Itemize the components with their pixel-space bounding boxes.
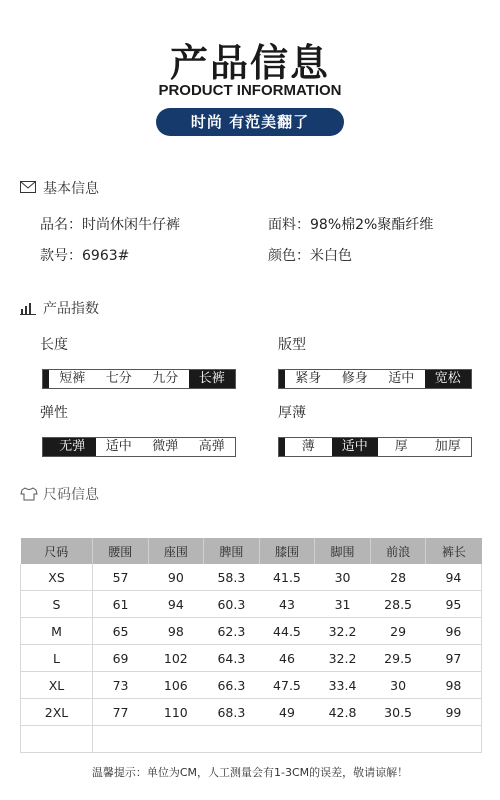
table-cell: 69 — [93, 645, 149, 672]
table-cell: 77 — [93, 699, 149, 726]
elasticity-option: 适中 — [105, 439, 132, 454]
page-subtitle: PRODUCT INFORMATION — [158, 82, 342, 99]
column-header: 脾围 — [204, 538, 260, 564]
table-cell: 90 — [148, 564, 204, 591]
elasticity-option: 高弹 — [198, 439, 225, 454]
garment-icon — [20, 487, 38, 501]
table-cell: 29 — [370, 618, 426, 645]
table-row — [21, 564, 482, 591]
table-cell: 102 — [148, 645, 204, 672]
table-cell: 97 — [426, 645, 482, 672]
table-cell — [148, 726, 204, 753]
thickness-option: 适中 — [332, 438, 379, 456]
table-cell: 98 — [148, 618, 204, 645]
table-cell: 66.3 — [204, 672, 260, 699]
envelope-icon — [20, 181, 38, 195]
fit-option: 适中 — [388, 371, 415, 386]
table-cell: S — [21, 591, 93, 618]
table-cell: 65 — [93, 618, 149, 645]
column-header: 膝围 — [259, 538, 315, 564]
table-cell: 32.2 — [315, 645, 371, 672]
table-cell: 28 — [370, 564, 426, 591]
fit-label: 版型 — [278, 337, 306, 353]
table-cell: 58.3 — [204, 564, 260, 591]
elasticity-option: 微弹 — [152, 439, 179, 454]
table-row — [21, 645, 482, 672]
table-cell: 43 — [259, 591, 315, 618]
table-cell: 94 — [426, 564, 482, 591]
column-header: 腰围 — [93, 538, 149, 564]
size-table — [20, 538, 482, 753]
table-cell — [204, 726, 260, 753]
column-header: 裤长 — [426, 538, 482, 564]
indices-header — [20, 298, 99, 318]
bar-chart-icon — [20, 301, 38, 315]
column-header: 前浪 — [370, 538, 426, 564]
basic-info-header — [20, 178, 99, 198]
table-row-empty — [21, 726, 482, 753]
table-cell: 47.5 — [259, 672, 315, 699]
table-cell: 30 — [370, 672, 426, 699]
size-info-title: 尺码信息 — [43, 487, 99, 503]
table-cell: 99 — [426, 699, 482, 726]
column-header: 座围 — [148, 538, 204, 564]
length-label: 长度 — [40, 337, 68, 353]
table-cell — [259, 726, 315, 753]
fit-option: 紧身 — [295, 371, 322, 386]
elasticity-option: 无弹 — [49, 438, 96, 456]
table-cell: 46 — [259, 645, 315, 672]
table-cell: 42.8 — [315, 699, 371, 726]
size-table-header — [21, 538, 482, 564]
table-cell: L — [21, 645, 93, 672]
table-cell: 2XL — [21, 699, 93, 726]
fit-scale — [278, 369, 472, 389]
elasticity-scale — [42, 437, 236, 457]
table-cell — [370, 726, 426, 753]
table-cell: 64.3 — [204, 645, 260, 672]
product-fabric: 面料：98%棉2%聚酯纤维 — [268, 217, 434, 233]
table-cell: 106 — [148, 672, 204, 699]
column-header: 尺码 — [21, 538, 93, 564]
length-option: 短裤 — [59, 371, 86, 386]
page-title: 产品信息 — [169, 41, 330, 85]
column-header: 脚围 — [315, 538, 371, 564]
length-scale — [42, 369, 236, 389]
fit-option: 修身 — [341, 371, 368, 386]
table-cell: 31 — [315, 591, 371, 618]
table-cell — [315, 726, 371, 753]
table-cell: 95 — [426, 591, 482, 618]
table-cell: 29.5 — [370, 645, 426, 672]
table-cell: 44.5 — [259, 618, 315, 645]
product-name: 品名：时尚休闲牛仔裤 — [40, 217, 180, 233]
product-color: 颜色：米白色 — [268, 248, 352, 264]
table-cell: 57 — [93, 564, 149, 591]
table-cell: 96 — [426, 618, 482, 645]
table-cell: XS — [21, 564, 93, 591]
table-cell: XL — [21, 672, 93, 699]
table-cell: M — [21, 618, 93, 645]
table-row — [21, 618, 482, 645]
table-cell: 33.4 — [315, 672, 371, 699]
length-option: 长裤 — [189, 370, 236, 388]
table-cell: 73 — [93, 672, 149, 699]
slogan-badge: 时尚 有范美翻了 — [156, 108, 344, 136]
table-cell: 110 — [148, 699, 204, 726]
table-cell: 68.3 — [204, 699, 260, 726]
table-cell: 94 — [148, 591, 204, 618]
table-row — [21, 591, 482, 618]
thickness-option: 厚 — [394, 439, 408, 454]
thickness-option: 加厚 — [434, 439, 461, 454]
table-cell — [426, 726, 482, 753]
table-cell — [21, 726, 93, 753]
fit-option: 宽松 — [425, 370, 472, 388]
product-model: 款号：6963# — [40, 248, 130, 264]
table-row — [21, 699, 482, 726]
table-cell: 62.3 — [204, 618, 260, 645]
table-cell — [93, 726, 149, 753]
thickness-scale — [278, 437, 472, 457]
thickness-option: 薄 — [301, 439, 315, 454]
elasticity-label: 弹性 — [40, 405, 68, 421]
thickness-label: 厚薄 — [278, 405, 306, 421]
table-cell: 60.3 — [204, 591, 260, 618]
measurement-note: 温馨提示：单位为CM，人工测量会有1-3CM的误差，敬请谅解！ — [91, 766, 409, 779]
basic-info-title: 基本信息 — [43, 181, 99, 197]
table-row — [21, 672, 482, 699]
table-cell: 30 — [315, 564, 371, 591]
table-cell: 32.2 — [315, 618, 371, 645]
table-cell: 98 — [426, 672, 482, 699]
table-cell: 61 — [93, 591, 149, 618]
table-cell: 41.5 — [259, 564, 315, 591]
size-info-header — [20, 484, 99, 504]
indices-title: 产品指数 — [43, 301, 99, 317]
table-cell: 30.5 — [370, 699, 426, 726]
length-option: 七分 — [105, 371, 132, 386]
table-cell: 28.5 — [370, 591, 426, 618]
length-option: 九分 — [152, 371, 179, 386]
table-cell: 49 — [259, 699, 315, 726]
